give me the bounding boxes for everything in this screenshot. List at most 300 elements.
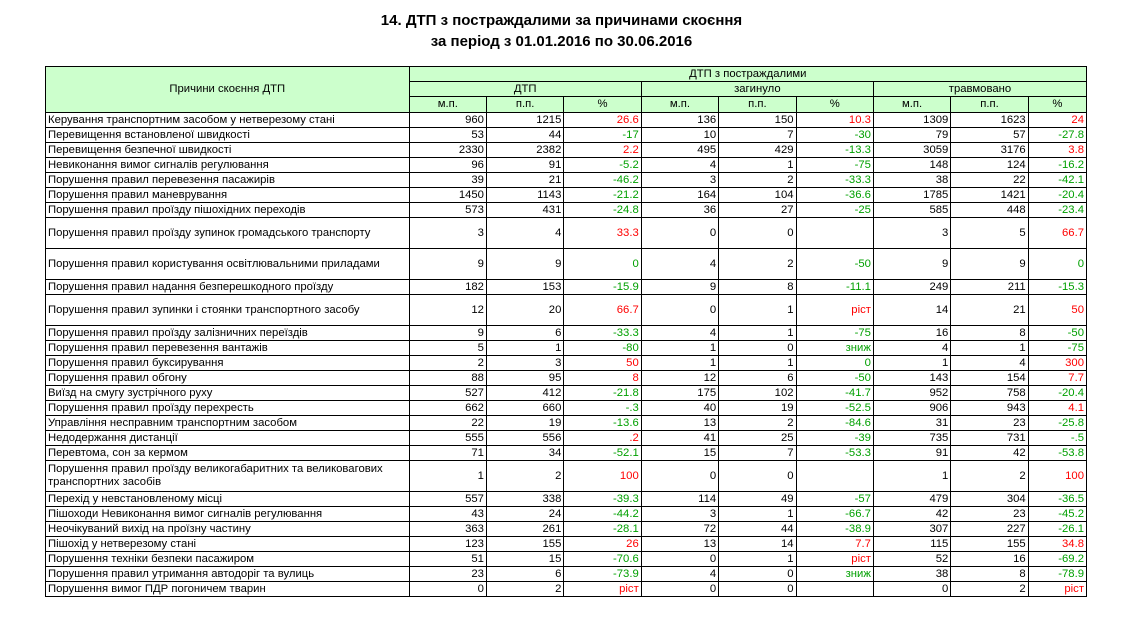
cell-injured-pp: 155 [951, 537, 1028, 552]
cell-injured-pct: 0 [1028, 249, 1086, 280]
cell-injured-pct: -27.8 [1028, 128, 1086, 143]
table-row [46, 218, 1087, 249]
cell-dtp-pp: 155 [486, 537, 563, 552]
cell-killed-pct: 7.7 [796, 537, 873, 552]
cell-injured-mp: 14 [873, 295, 950, 326]
cell-killed-mp: 36 [641, 203, 718, 218]
cell-dtp-pct: 8 [564, 371, 641, 386]
cell-reason: Перевтома, сон за кермом [46, 446, 410, 461]
cell-injured-pct: -.5 [1028, 431, 1086, 446]
report-subtitle: за період з 01.01.2016 по 30.06.2016 [430, 33, 693, 50]
cell-dtp-pp: 24 [486, 507, 563, 522]
cell-killed-pp: 7 [719, 446, 796, 461]
table-row [46, 356, 1087, 371]
table-row [46, 431, 1087, 446]
cell-injured-mp: 249 [873, 280, 950, 295]
cell-killed-mp: 4 [641, 326, 718, 341]
cell-injured-pct: -15.3 [1028, 280, 1086, 295]
table-row [46, 492, 1087, 507]
header-col-mp: м.п. [409, 97, 486, 113]
report-title: 14. ДТП з постраждалими за причинами скоєння [380, 12, 743, 29]
cell-injured-pp: 4 [951, 356, 1028, 371]
cell-killed-pp: 104 [719, 188, 796, 203]
cell-injured-pp: 1 [951, 341, 1028, 356]
cell-injured-mp: 91 [873, 446, 950, 461]
cell-killed-pp: 150 [719, 113, 796, 128]
cell-injured-pp: 3176 [951, 143, 1028, 158]
header-col-mp: м.п. [873, 97, 950, 113]
header-sub-dtp: ДТП [409, 82, 641, 97]
cell-dtp-mp: 557 [409, 492, 486, 507]
cell-injured-pct: -50 [1028, 326, 1086, 341]
cell-injured-pp: 124 [951, 158, 1028, 173]
table-row [46, 188, 1087, 203]
cell-dtp-mp: 1450 [409, 188, 486, 203]
cell-reason: Порушення правил проїзду пішохідних переходів [46, 203, 410, 218]
cell-dtp-pp: 412 [486, 386, 563, 401]
cell-killed-pct: -57 [796, 492, 873, 507]
cell-injured-pct: -26.1 [1028, 522, 1086, 537]
cell-injured-mp: 4 [873, 341, 950, 356]
cell-reason: Порушення правил користування освітлювальними приладами [46, 249, 410, 280]
cell-dtp-mp: 555 [409, 431, 486, 446]
cell-killed-pp: 1 [719, 507, 796, 522]
cell-killed-pct: -25 [796, 203, 873, 218]
cell-reason: Порушення правил перевезення пасажирів [46, 173, 410, 188]
cell-injured-pp: 2 [951, 461, 1028, 492]
cell-killed-pct [796, 582, 873, 597]
cell-dtp-pct: .2 [564, 431, 641, 446]
header-col-pp: п.п. [486, 97, 563, 113]
cell-injured-pp: 2 [951, 582, 1028, 597]
cell-dtp-pct: -13.6 [564, 416, 641, 431]
cell-dtp-pct: -39.3 [564, 492, 641, 507]
cell-reason: Пішоходи Невиконання вимог сигналів регулювання [46, 507, 410, 522]
table-row [46, 401, 1087, 416]
cell-killed-pct [796, 218, 873, 249]
cell-killed-mp: 4 [641, 567, 718, 582]
cell-dtp-mp: 123 [409, 537, 486, 552]
cell-reason: Порушення правил маневрування [46, 188, 410, 203]
table-header [46, 67, 1087, 113]
cell-killed-pct: -53.3 [796, 446, 873, 461]
cell-dtp-pct: -70.6 [564, 552, 641, 567]
cell-killed-pct: -50 [796, 371, 873, 386]
cell-injured-pp: 23 [951, 416, 1028, 431]
cell-dtp-mp: 96 [409, 158, 486, 173]
cell-injured-mp: 115 [873, 537, 950, 552]
cell-dtp-pct: 100 [564, 461, 641, 492]
cell-reason: Порушення правил проїзду залізничних переїздів [46, 326, 410, 341]
cell-killed-pp: 0 [719, 461, 796, 492]
cell-dtp-mp: 182 [409, 280, 486, 295]
cell-dtp-pct: -24.8 [564, 203, 641, 218]
cell-dtp-pp: 2 [486, 461, 563, 492]
cell-dtp-pp: 660 [486, 401, 563, 416]
cell-killed-pp: 1 [719, 295, 796, 326]
table-row [46, 461, 1087, 492]
cell-killed-pp: 2 [719, 416, 796, 431]
cell-injured-pp: 16 [951, 552, 1028, 567]
table-row [46, 522, 1087, 537]
cell-injured-pct: -75 [1028, 341, 1086, 356]
cell-killed-pp: 27 [719, 203, 796, 218]
cell-dtp-pp: 20 [486, 295, 563, 326]
cell-killed-mp: 1 [641, 356, 718, 371]
cell-injured-mp: 1785 [873, 188, 950, 203]
cell-killed-mp: 15 [641, 446, 718, 461]
cell-dtp-mp: 53 [409, 128, 486, 143]
cell-killed-pp: 0 [719, 341, 796, 356]
table-row [46, 249, 1087, 280]
cell-dtp-mp: 43 [409, 507, 486, 522]
cell-dtp-pct: 26.6 [564, 113, 641, 128]
table-row [46, 386, 1087, 401]
cell-dtp-pct: -5.2 [564, 158, 641, 173]
cell-killed-pct: 10.3 [796, 113, 873, 128]
cell-killed-pct: ріст [796, 552, 873, 567]
cell-dtp-mp: 51 [409, 552, 486, 567]
cell-dtp-pct: -33.3 [564, 326, 641, 341]
cell-dtp-pp: 431 [486, 203, 563, 218]
cell-killed-pct: -13.3 [796, 143, 873, 158]
cell-injured-pp: 211 [951, 280, 1028, 295]
cell-dtp-mp: 3 [409, 218, 486, 249]
cell-killed-mp: 136 [641, 113, 718, 128]
cell-dtp-pp: 1215 [486, 113, 563, 128]
cell-killed-mp: 164 [641, 188, 718, 203]
cell-killed-pct: -75 [796, 326, 873, 341]
cell-dtp-pct: ріст [564, 582, 641, 597]
cell-killed-pp: 8 [719, 280, 796, 295]
cell-dtp-mp: 0 [409, 582, 486, 597]
cell-killed-pct: -39 [796, 431, 873, 446]
cell-reason: Недодержання дистанції [46, 431, 410, 446]
header-reason: Причини скоєння ДТП [46, 67, 410, 113]
cell-injured-pp: 448 [951, 203, 1028, 218]
cell-injured-pp: 9 [951, 249, 1028, 280]
cell-injured-pct: -42.1 [1028, 173, 1086, 188]
cell-dtp-mp: 9 [409, 326, 486, 341]
cell-dtp-pp: 1143 [486, 188, 563, 203]
cell-dtp-pp: 15 [486, 552, 563, 567]
cell-injured-pp: 1623 [951, 113, 1028, 128]
cell-killed-pct: -52.5 [796, 401, 873, 416]
cell-dtp-mp: 960 [409, 113, 486, 128]
cell-injured-mp: 0 [873, 582, 950, 597]
cell-killed-pct: -33.3 [796, 173, 873, 188]
cell-injured-pp: 5 [951, 218, 1028, 249]
header-col-mp: м.п. [641, 97, 718, 113]
cell-reason: Пішохід у нетверезому стані [46, 537, 410, 552]
table-row [46, 143, 1087, 158]
cell-injured-pp: 23 [951, 507, 1028, 522]
cell-killed-pp: 2 [719, 173, 796, 188]
cell-dtp-mp: 2 [409, 356, 486, 371]
cell-dtp-pp: 9 [486, 249, 563, 280]
cell-killed-pp: 49 [719, 492, 796, 507]
cell-killed-mp: 0 [641, 552, 718, 567]
cell-injured-mp: 307 [873, 522, 950, 537]
cell-dtp-pct: -44.2 [564, 507, 641, 522]
cell-dtp-mp: 2330 [409, 143, 486, 158]
cell-dtp-pp: 3 [486, 356, 563, 371]
cell-dtp-mp: 573 [409, 203, 486, 218]
cell-reason: Порушення правил буксирування [46, 356, 410, 371]
cell-dtp-mp: 39 [409, 173, 486, 188]
cell-injured-pp: 22 [951, 173, 1028, 188]
cell-injured-mp: 585 [873, 203, 950, 218]
cell-dtp-pp: 261 [486, 522, 563, 537]
cell-injured-mp: 3 [873, 218, 950, 249]
cell-dtp-pct: -21.8 [564, 386, 641, 401]
cell-dtp-pp: 2 [486, 582, 563, 597]
cell-killed-pct: -41.7 [796, 386, 873, 401]
cell-dtp-mp: 12 [409, 295, 486, 326]
cell-reason: Порушення правил надання безперешкодного проїзду [46, 280, 410, 295]
table-row [46, 295, 1087, 326]
table-row [46, 446, 1087, 461]
cell-killed-pct: 0 [796, 356, 873, 371]
header-col-pct: % [564, 97, 641, 113]
cell-injured-mp: 9 [873, 249, 950, 280]
cell-injured-pct: -20.4 [1028, 188, 1086, 203]
cell-injured-pct: 24 [1028, 113, 1086, 128]
cell-injured-pp: 8 [951, 326, 1028, 341]
cell-dtp-pct: -46.2 [564, 173, 641, 188]
cell-injured-mp: 479 [873, 492, 950, 507]
cell-injured-mp: 79 [873, 128, 950, 143]
cell-killed-mp: 0 [641, 295, 718, 326]
cell-killed-pct: -11.1 [796, 280, 873, 295]
cell-dtp-mp: 363 [409, 522, 486, 537]
cell-killed-mp: 175 [641, 386, 718, 401]
cell-killed-pp: 1 [719, 356, 796, 371]
cell-dtp-mp: 527 [409, 386, 486, 401]
cell-reason: Порушення техніки безпеки пасажиром [46, 552, 410, 567]
cell-injured-pct: -69.2 [1028, 552, 1086, 567]
cell-killed-pp: 1 [719, 158, 796, 173]
cell-killed-pct [796, 461, 873, 492]
cell-injured-pct: -25.8 [1028, 416, 1086, 431]
cell-injured-mp: 42 [873, 507, 950, 522]
cell-reason: Виїзд на смугу зустрічного руху [46, 386, 410, 401]
cell-killed-mp: 41 [641, 431, 718, 446]
table-row [46, 371, 1087, 386]
header-group: ДТП з постраждалими [409, 67, 1086, 82]
cell-injured-mp: 1 [873, 461, 950, 492]
cell-dtp-pp: 44 [486, 128, 563, 143]
cell-injured-pp: 304 [951, 492, 1028, 507]
cell-injured-pct: 34.8 [1028, 537, 1086, 552]
cell-dtp-pp: 95 [486, 371, 563, 386]
cell-reason: Невиконання вимог сигналів регулювання [46, 158, 410, 173]
cell-injured-pp: 154 [951, 371, 1028, 386]
cell-dtp-pct: -17 [564, 128, 641, 143]
cell-dtp-pct: -52.1 [564, 446, 641, 461]
cell-injured-mp: 952 [873, 386, 950, 401]
cell-injured-pp: 758 [951, 386, 1028, 401]
cell-injured-mp: 52 [873, 552, 950, 567]
cell-reason: Перевищення встановленої швидкості [46, 128, 410, 143]
cell-injured-pct: 300 [1028, 356, 1086, 371]
cell-dtp-mp: 5 [409, 341, 486, 356]
cell-injured-pct: -78.9 [1028, 567, 1086, 582]
header-sub-killed: загинуло [641, 82, 873, 97]
cell-dtp-pp: 556 [486, 431, 563, 446]
cell-killed-mp: 495 [641, 143, 718, 158]
cell-dtp-mp: 71 [409, 446, 486, 461]
cell-injured-pp: 227 [951, 522, 1028, 537]
cell-reason: Порушення правил утримання автодоріг та вулиць [46, 567, 410, 582]
cell-killed-mp: 9 [641, 280, 718, 295]
cell-killed-mp: 3 [641, 173, 718, 188]
table-row [46, 507, 1087, 522]
cell-killed-pp: 6 [719, 371, 796, 386]
cell-killed-pct: зниж [796, 341, 873, 356]
cell-dtp-pp: 21 [486, 173, 563, 188]
cell-dtp-mp: 23 [409, 567, 486, 582]
cell-killed-mp: 4 [641, 249, 718, 280]
cell-reason: Порушення правил проїзду зупинок громадського транспорту [46, 218, 410, 249]
cell-dtp-pp: 6 [486, 326, 563, 341]
header-col-pct: % [796, 97, 873, 113]
table-row [46, 552, 1087, 567]
cell-injured-pp: 1421 [951, 188, 1028, 203]
cell-injured-pct: -20.4 [1028, 386, 1086, 401]
table-row [46, 173, 1087, 188]
cell-killed-pp: 14 [719, 537, 796, 552]
cell-injured-pct: 66.7 [1028, 218, 1086, 249]
cell-injured-pct: -16.2 [1028, 158, 1086, 173]
table-row [46, 280, 1087, 295]
cell-dtp-pct: 33.3 [564, 218, 641, 249]
cell-reason: Порушення правил проїзду великогабаритних та великовагових транспортних засобів [46, 461, 410, 492]
cell-killed-mp: 13 [641, 537, 718, 552]
cell-injured-pct: 50 [1028, 295, 1086, 326]
cell-dtp-mp: 1 [409, 461, 486, 492]
cell-dtp-pct: -80 [564, 341, 641, 356]
header-col-pp: п.п. [951, 97, 1028, 113]
cell-injured-pct: 3.8 [1028, 143, 1086, 158]
cell-killed-mp: 72 [641, 522, 718, 537]
cell-injured-pct: ріст [1028, 582, 1086, 597]
cell-dtp-mp: 9 [409, 249, 486, 280]
cell-dtp-pct: 26 [564, 537, 641, 552]
cell-injured-mp: 38 [873, 567, 950, 582]
cell-reason: Керування транспортним засобом у нетверезому стані [46, 113, 410, 128]
cell-injured-pct: 4.1 [1028, 401, 1086, 416]
table-row [46, 537, 1087, 552]
cell-injured-mp: 3059 [873, 143, 950, 158]
table-row [46, 416, 1087, 431]
cell-killed-pp: 0 [719, 218, 796, 249]
cell-reason: Перехід у невстановленому місці [46, 492, 410, 507]
cell-killed-pct: -75 [796, 158, 873, 173]
cell-reason: Порушення правил проїзду перехресть [46, 401, 410, 416]
cell-killed-mp: 0 [641, 582, 718, 597]
cell-injured-pp: 8 [951, 567, 1028, 582]
cell-killed-pp: 25 [719, 431, 796, 446]
table-row [46, 567, 1087, 582]
table-row [46, 341, 1087, 356]
cell-injured-pct: 100 [1028, 461, 1086, 492]
cell-killed-pct: зниж [796, 567, 873, 582]
header-col-pct: % [1028, 97, 1086, 113]
table-row [46, 582, 1087, 597]
cell-injured-pct: -36.5 [1028, 492, 1086, 507]
cell-dtp-pct: 2.2 [564, 143, 641, 158]
cell-injured-pp: 943 [951, 401, 1028, 416]
cell-killed-pct: -38.9 [796, 522, 873, 537]
cell-injured-pp: 731 [951, 431, 1028, 446]
cell-killed-mp: 1 [641, 341, 718, 356]
cell-dtp-pct: -15.9 [564, 280, 641, 295]
cell-injured-mp: 906 [873, 401, 950, 416]
cell-killed-mp: 114 [641, 492, 718, 507]
cell-injured-pp: 57 [951, 128, 1028, 143]
cell-injured-mp: 143 [873, 371, 950, 386]
table-row [46, 158, 1087, 173]
cell-dtp-pp: 338 [486, 492, 563, 507]
cell-killed-pp: 429 [719, 143, 796, 158]
cell-dtp-pct: 50 [564, 356, 641, 371]
cell-dtp-pp: 2382 [486, 143, 563, 158]
cell-killed-mp: 0 [641, 218, 718, 249]
cell-dtp-pct: -73.9 [564, 567, 641, 582]
header-sub-injured: травмовано [873, 82, 1086, 97]
cell-killed-pp: 0 [719, 567, 796, 582]
table-row [46, 203, 1087, 218]
cell-killed-mp: 0 [641, 461, 718, 492]
header-col-pp: п.п. [719, 97, 796, 113]
cell-killed-pp: 7 [719, 128, 796, 143]
cell-injured-pp: 42 [951, 446, 1028, 461]
cell-killed-mp: 4 [641, 158, 718, 173]
cell-dtp-mp: 662 [409, 401, 486, 416]
cell-dtp-pp: 34 [486, 446, 563, 461]
cell-injured-mp: 1309 [873, 113, 950, 128]
cell-reason: Порушення вимог ПДР погоничем тварин [46, 582, 410, 597]
table-row [46, 326, 1087, 341]
accidents-table [45, 66, 1087, 597]
cell-killed-mp: 10 [641, 128, 718, 143]
cell-injured-pct: -23.4 [1028, 203, 1086, 218]
cell-killed-pct: -84.6 [796, 416, 873, 431]
cell-dtp-pct: -.3 [564, 401, 641, 416]
cell-killed-mp: 13 [641, 416, 718, 431]
cell-injured-mp: 148 [873, 158, 950, 173]
cell-killed-mp: 12 [641, 371, 718, 386]
cell-killed-mp: 3 [641, 507, 718, 522]
cell-injured-pct: -45.2 [1028, 507, 1086, 522]
cell-killed-pp: 1 [719, 552, 796, 567]
cell-reason: Порушення правил обгону [46, 371, 410, 386]
cell-dtp-pct: -28.1 [564, 522, 641, 537]
cell-dtp-mp: 88 [409, 371, 486, 386]
cell-killed-pct: -66.7 [796, 507, 873, 522]
table-body [46, 113, 1087, 597]
cell-injured-pp: 21 [951, 295, 1028, 326]
cell-killed-mp: 40 [641, 401, 718, 416]
cell-injured-mp: 735 [873, 431, 950, 446]
cell-killed-pct: ріст [796, 295, 873, 326]
cell-killed-pp: 2 [719, 249, 796, 280]
cell-killed-pp: 19 [719, 401, 796, 416]
cell-dtp-pct: 66.7 [564, 295, 641, 326]
cell-killed-pct: -30 [796, 128, 873, 143]
cell-injured-mp: 1 [873, 356, 950, 371]
